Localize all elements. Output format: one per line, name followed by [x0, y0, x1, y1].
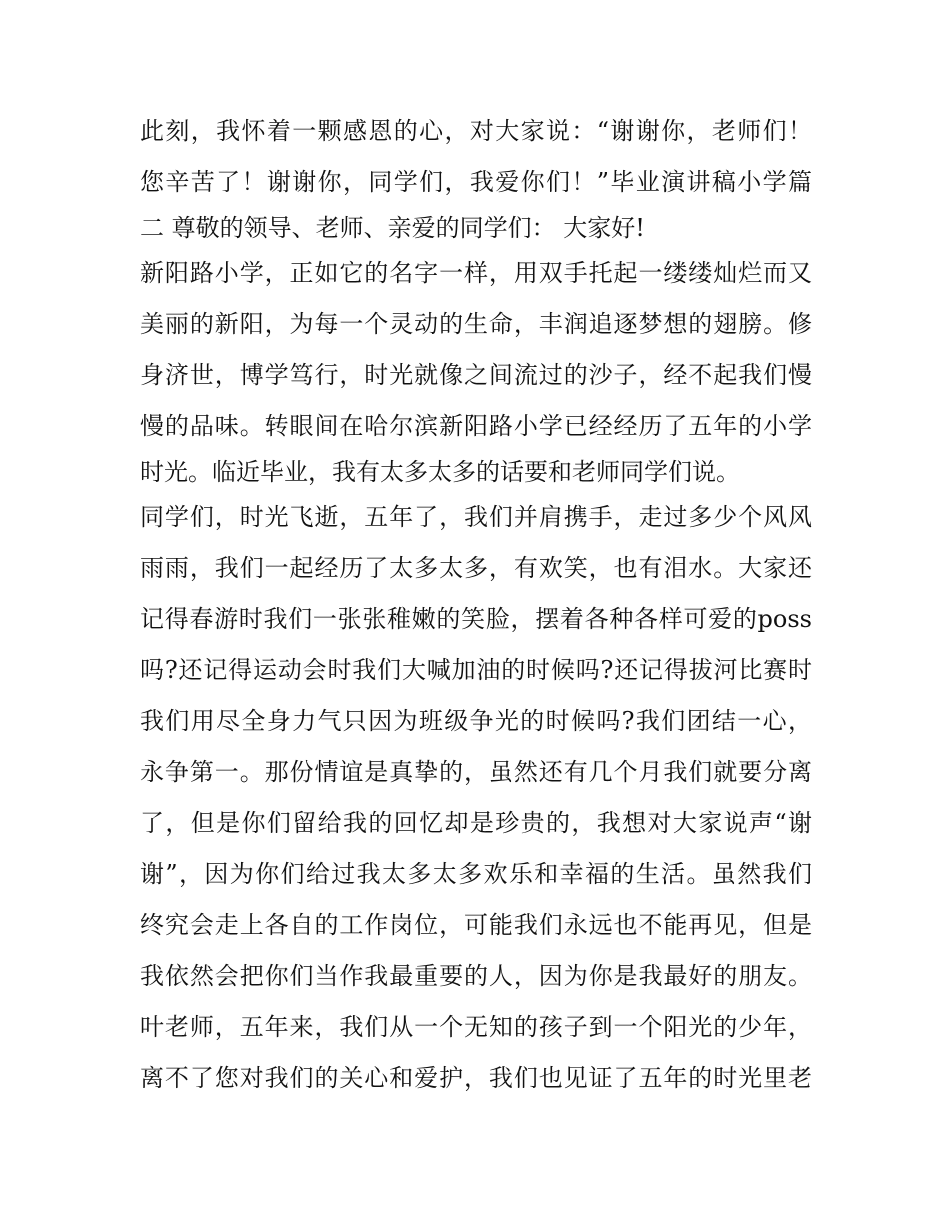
text-line: 时光。临近毕业，我有太多太多的话要和老师同学们说。 — [140, 458, 740, 486]
text-line: 雨雨，我们一起经历了太多太多，有欢笑，也有泪水。大家还 — [140, 554, 812, 582]
text-line: 永争第一。那份情谊是真挚的，虽然还有几个月我们就要分离 — [140, 758, 812, 786]
text-line: 二 尊敬的领导、老师、亲爱的同学们： 大家好! — [140, 214, 645, 242]
text-line: 吗?还记得运动会时我们大喊加油的时候吗?还记得拔河比赛时 — [140, 656, 812, 684]
text-line: 新阳路小学，正如它的名字一样，用双手托起一缕缕灿烂而又 — [140, 259, 812, 287]
text-line: 身济世，博学笃行，时光就像之间流过的沙子，经不起我们慢 — [140, 361, 812, 389]
text-line: 我们用尽全身力气只因为班级争光的时候吗?我们团结一心， — [140, 707, 812, 735]
text-line: 美丽的新阳，为每一个灵动的生命，丰润追逐梦想的翅膀。修 — [140, 310, 812, 338]
text-line: 您辛苦了！谢谢你，同学们，我爱你们！”毕业演讲稿小学篇 — [140, 168, 812, 196]
text-line: 叶老师，五年来，我们从一个无知的孩子到一个阳光的少年， — [140, 1013, 812, 1041]
text-line: 了，但是你们留给我的回忆却是珍贵的，我想对大家说声“谢 — [140, 809, 812, 837]
text-line: 同学们，时光飞逝，五年了，我们并肩携手，走过多少个风风 — [140, 503, 812, 531]
text-line: 慢的品味。转眼间在哈尔滨新阳路小学已经经历了五年的小学 — [140, 412, 812, 440]
text-line: 记得春游时我们一张张稚嫩的笑脸，摆着各种各样可爱的poss — [140, 605, 812, 633]
text-line: 我依然会把你们当作我最重要的人，因为你是我最好的朋友。 — [140, 962, 812, 990]
document-body — [140, 106, 812, 1104]
text-line: 谢”，因为你们给过我太多太多欢乐和幸福的生活。虽然我们 — [140, 860, 812, 888]
text-line: 终究会走上各自的工作岗位，可能我们永远也不能再见，但是 — [140, 911, 812, 939]
text-line: 此刻，我怀着一颗感恩的心，对大家说：“谢谢你，老师们！ — [140, 117, 812, 145]
text-line: 离不了您对我们的关心和爱护，我们也见证了五年的时光里老 — [140, 1064, 812, 1092]
